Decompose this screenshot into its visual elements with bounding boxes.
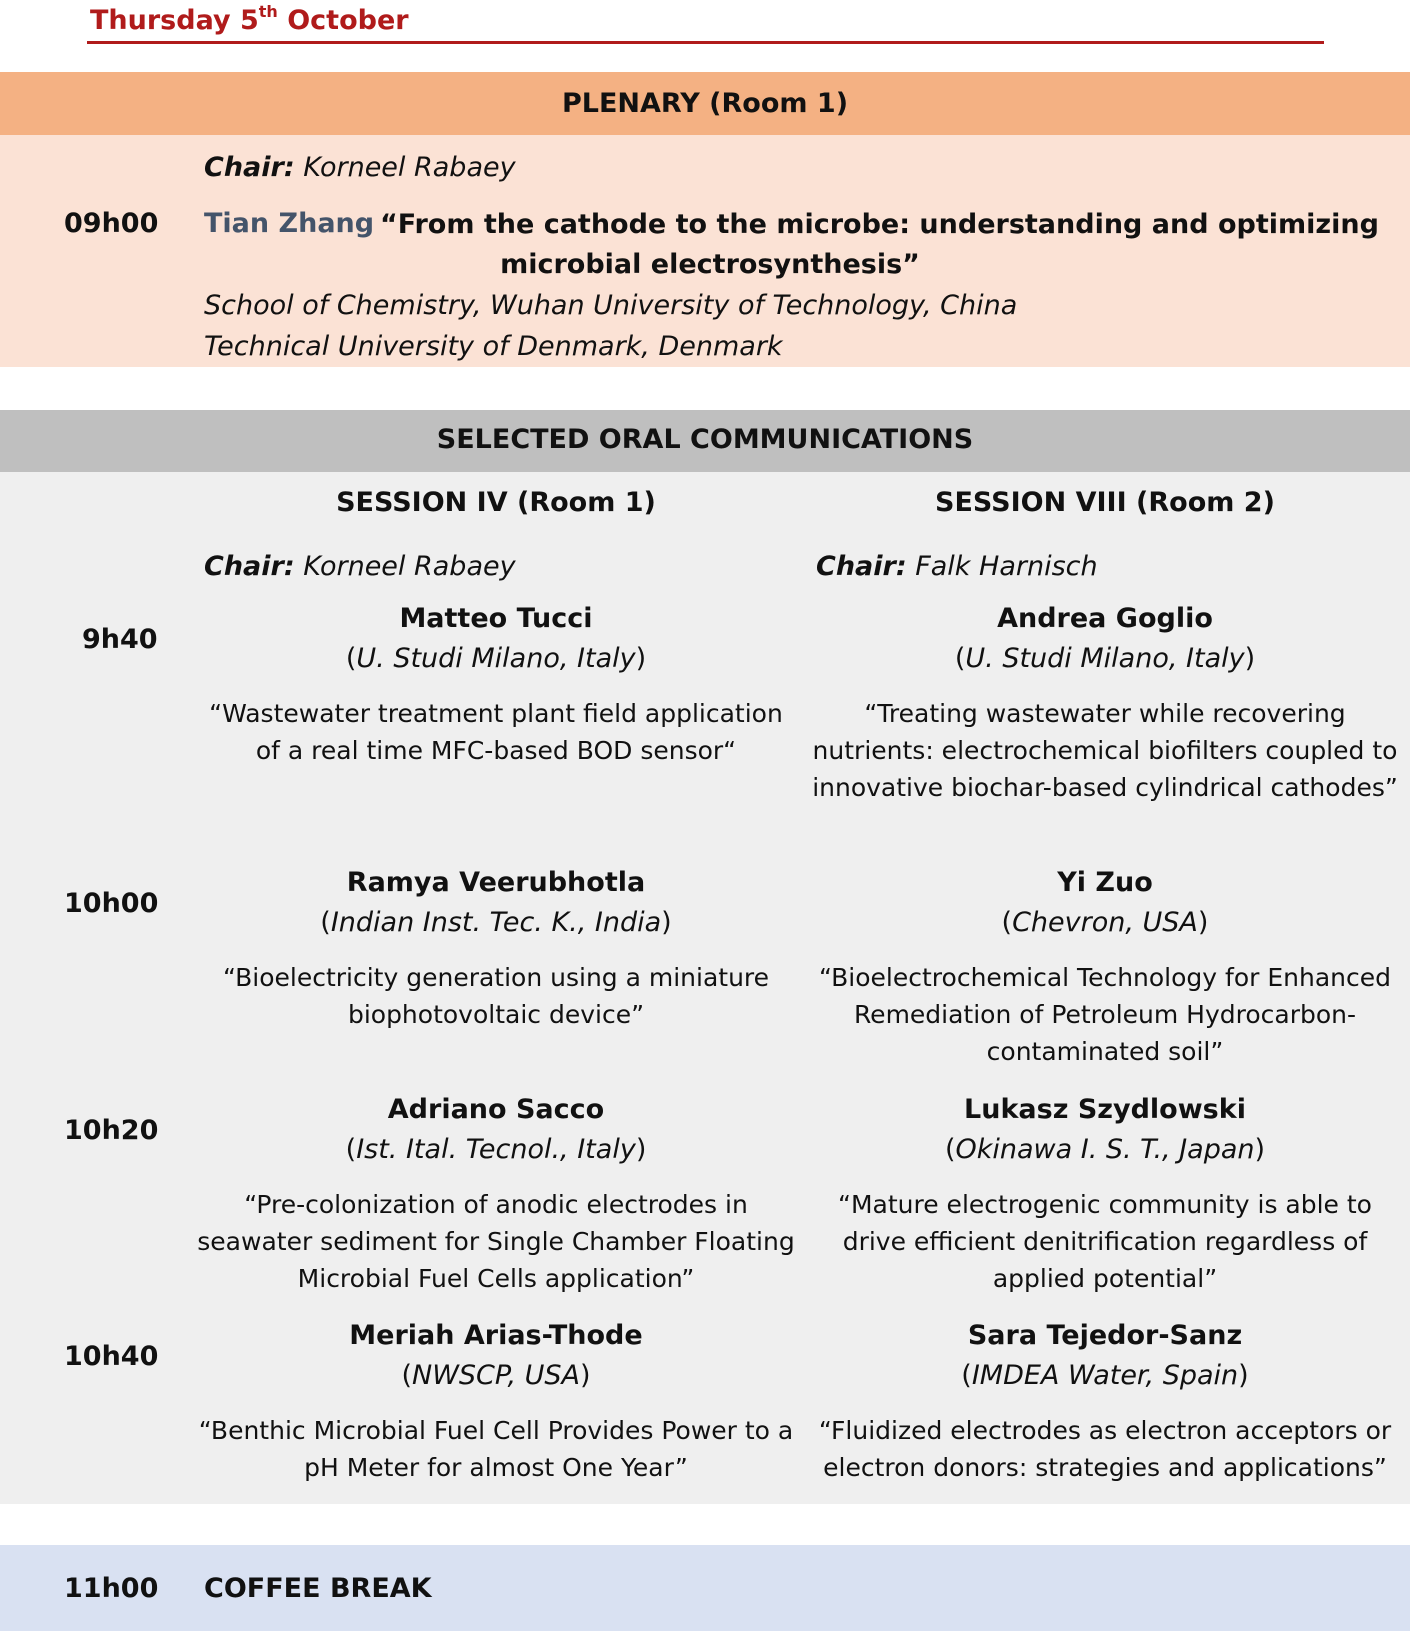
plenary-affiliation-2: Technical University of Denmark, Denmark	[204, 331, 783, 362]
plenary-title-line2: microbial electrosynthesis”	[500, 249, 920, 280]
talk-speaker: Lukasz Szydlowski	[964, 1094, 1246, 1125]
plenary-affiliation-1: School of Chemistry, Wuhan University of Technology, China	[204, 290, 1018, 321]
talk-title: “Bioelectricity generation using a miniature biophotovoltaic device”	[222, 963, 770, 1029]
talk-title: “Pre-colonization of anodic electrodes in seawater sediment for Single Chamber Floating Microbial Fuel Cells application”	[197, 1190, 795, 1293]
talk-card	[805, 599, 1405, 806]
talk-speaker: Adriano Sacco	[387, 1094, 605, 1125]
plenary-header: PLENARY (Room 1)	[561, 88, 849, 119]
talk-card	[196, 863, 796, 1033]
plenary-time: 09h00	[64, 208, 159, 239]
talk-card	[805, 863, 1405, 1070]
talk-affiliation: (U. Studi Milano, Italy)	[345, 643, 647, 674]
talk-title: “Mature electrogenic community is able to drive efficient denitrification regardless of applied potential”	[838, 1190, 1372, 1293]
talk-affiliation: (Okinawa I. S. T., Japan)	[944, 1134, 1266, 1165]
talk-speaker: Andrea Goglio	[997, 603, 1213, 634]
talk-speaker: Meriah Arias-Thode	[349, 1320, 643, 1351]
talk-title: “Wastewater treatment plant field application of a real time MFC-based BOD sensor“	[209, 699, 783, 765]
talk-speaker: Sara Tejedor-Sanz	[967, 1320, 1243, 1351]
oral-header: SELECTED ORAL COMMUNICATIONS	[436, 424, 974, 455]
session-iv-title: SESSION IV (Room 1)	[336, 487, 656, 518]
talk-speaker: Yi Zuo	[1057, 867, 1153, 898]
plenary-chair: Chair: Korneel Rabaey	[204, 152, 516, 183]
talk-affiliation: (IMDEA Water, Spain)	[961, 1360, 1249, 1391]
talk-affiliation: (NWSCP, USA)	[401, 1360, 591, 1391]
session-viii-title: SESSION VIII (Room 2)	[935, 487, 1275, 518]
talk-affiliation: (U. Studi Milano, Italy)	[954, 643, 1256, 674]
talk-title: “Fluidized electrodes as electron acceptors or electron donors: strategies and applications”	[818, 1416, 1392, 1482]
break-label: COFFEE BREAK	[204, 1573, 432, 1604]
plenary-title-line1: “From the cathode to the microbe: understanding and optimizing	[380, 209, 1379, 240]
talk-card	[196, 599, 796, 769]
talk-title: “Bioelectrochemical Technology for Enhanced Remediation of Petroleum Hydrocarbon-contaminated soil”	[818, 963, 1392, 1066]
session-iv-chair: Chair: Korneel Rabaey	[204, 551, 516, 582]
talk-affiliation: (Indian Inst. Tec. K., India)	[320, 907, 672, 938]
talk-title: “Treating wastewater while recovering nutrients: electrochemical biofilters coupled to innovative biochar-based cylindrical cathodes”	[812, 699, 1398, 802]
slot-time: 10h00	[64, 888, 159, 919]
talk-speaker: Ramya Veerubhotla	[346, 867, 646, 898]
slot-time: 10h20	[64, 1115, 159, 1146]
slot-time: 10h40	[64, 1341, 159, 1372]
session-viii-chair: Chair: Falk Harnisch	[816, 551, 1098, 582]
talk-card	[196, 1316, 796, 1486]
day-divider	[87, 41, 1324, 44]
talk-card	[805, 1090, 1405, 1297]
plenary-speaker: Tian Zhang	[204, 208, 375, 239]
break-time: 11h00	[64, 1573, 159, 1604]
slot-time: 9h40	[82, 624, 158, 655]
day-title: Thursday 5th October	[90, 2, 409, 36]
talk-speaker: Matteo Tucci	[399, 603, 593, 634]
talk-card	[196, 1090, 796, 1297]
talk-affiliation: (Chevron, USA)	[1001, 907, 1209, 938]
talk-affiliation: (Ist. Ital. Tecnol., Italy)	[345, 1134, 647, 1165]
talk-title: “Benthic Microbial Fuel Cell Provides Power to a pH Meter for almost One Year”	[198, 1416, 794, 1482]
talk-card	[805, 1316, 1405, 1486]
